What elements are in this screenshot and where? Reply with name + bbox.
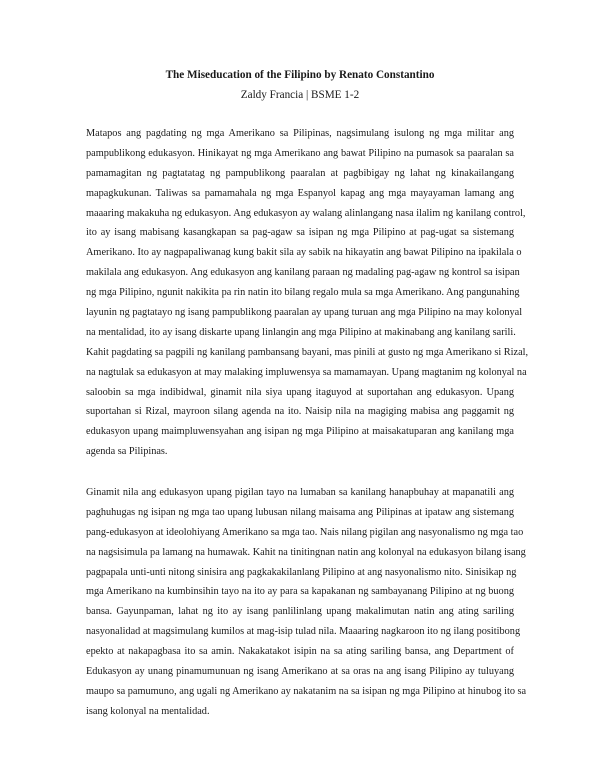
paragraph-line: Matapos ang pagdating ng mga Amerikano sa Pilipinas, nagsimulang isulong ng mga militar ang bbox=[86, 128, 514, 139]
paragraph-line: Amerikano. Ito ay nagpapaliwanag kung bakit sila ay sabik na hikayatin ang bawat Pilipino na ipakilala o bbox=[86, 247, 522, 259]
paragraph-line: layunin ng pagtatayo ng isang pampublikong paaralan ay upang turuan ang mga Pilipino na may kolonyal bbox=[86, 307, 523, 319]
paragraph-line: Kahit pagdating sa pagpili ng kanilang pambansang bayani, mas pinili at gusto ng mga Amerikano si Rizal, bbox=[86, 346, 529, 358]
paragraph-line: isang kolonyal na mentalidad. bbox=[86, 705, 210, 717]
paragraph-1 bbox=[86, 124, 529, 462]
paragraph-line: Ginamit nila ang edukasyon upang pigilan tayo na lumaban sa kanilang hanapbuhay at mapanatili ang bbox=[86, 487, 514, 498]
paragraph-line: pamamagitan ng pagtatatag ng pampublikong paaralan at pagbibigay ng lahat ng kinakailangang bbox=[86, 167, 514, 179]
paragraph-line: paghuhugas ng isipan ng mga tao upang lubusan nilang maisama ang Pilipinas at ipataw ang sistemang bbox=[86, 506, 514, 518]
paragraph-line: bansa. Gayunpaman, lahat ng ito ay isang panlilinlang upang makalimutan natin ang ating sariling bbox=[86, 606, 514, 618]
paragraph-line: mga Amerikano na kumbinsihin tayo na ito ay para sa kapakanan ng sambayanang Pilipino at ng buong bbox=[86, 586, 514, 598]
paragraph-line: pagpapala unti-unti nitong sinisira ang pagkakakilanlang Pilipino at ang nasyonalismo nito. Sinisikap ng bbox=[86, 566, 517, 578]
paragraph-line: maaaring makakuha ng edukasyon. Ang edukasyon ay walang alinlangang nasa ilalim ng kanilang control, bbox=[86, 207, 526, 219]
paragraph-line: saloobin sa mga indibidwal, ginamit nila siya upang itaguyod at suportahan ang edukasyon. Upang bbox=[86, 386, 514, 398]
paragraph-line: maupo sa pamumuno, ang ugali ng Amerikano ay nakatanim na sa isipan ng mga Pilipino at hinubog ito sa bbox=[86, 685, 527, 697]
paragraph-line: na nagtulak sa edukasyon at may malaking impluwensya sa mamamayan. Upang magtanim ng kolonyal na bbox=[86, 366, 527, 378]
paragraph-line: ng mga Pilipino, ngunit nakikita pa rin natin ito bilang regalo mula sa mga Amerikano. Ang pangunahing bbox=[86, 287, 520, 299]
paragraph-line: ito ay isang mabisang kasangkapan sa pag-agaw sa isipan ng mga Pilipino at pag-ugat sa sistemang bbox=[86, 227, 514, 239]
paragraph-line: edukasyon upang maimpluwensyahan ang isipan ng mga Pilipino at maisakatuparan ang kanilang mga bbox=[86, 426, 514, 438]
paragraph-line: na nagsisimula pa lamang na humawak. Kahit na tinitingnan natin ang kolonyal na edukasyon bilang isang bbox=[86, 546, 526, 558]
paragraph-line: na mentalidad, ito ay isang diskarte upang linlangin ang mga Pilipino at makinabang ang kanilang sarili. bbox=[86, 326, 516, 338]
paragraph-line: agenda sa Pilipinas. bbox=[86, 446, 168, 458]
paragraph-line: pang-edukasyon at ideolohiyang Amerikano sa mga tao. Nais nilang pigilan ang nasyonalismo ng mga tao bbox=[86, 526, 524, 538]
paragraph-line: epekto at nakapagbasa ito sa amin. Nakakatakot isipin na sa ating sariling bansa, ang Department of bbox=[86, 646, 514, 658]
author-line: Zaldy Francia | BSME 1-2 bbox=[240, 89, 360, 101]
document-title: The Miseducation of the Filipino by Renato Constantino bbox=[165, 69, 435, 81]
paragraph-2 bbox=[86, 483, 527, 722]
paragraph-line: suportahan si Rizal, mayroon silang agenda na ito. Naisip nila na magiging mabisa ang paggamit ng bbox=[86, 406, 514, 418]
paragraph-line: nasyonalidad at magsimulang kumilos at mag-isip tulad nila. Maaaring nagkaroon ito ng ilang positibong bbox=[86, 626, 521, 638]
paragraph-line: mapagkukunan. Taliwas sa pamamahala ng mga Espanyol kapag ang mga mayayaman lamang ang bbox=[86, 187, 514, 199]
paragraph-line: makilala ang edukasyon. Ang edukasyon ang kanilang paraan ng madaling pag-agaw ng kontrol sa isipan bbox=[86, 267, 520, 279]
paragraph-line: Edukasyon ay unang pinamumunuan ng isang Amerikano at sa oras na ang isang Pilipino ay tuluyang bbox=[86, 666, 514, 678]
paragraph-line: pampublikong edukasyon. Hinikayat ng mga Amerikano ang bawat Pilipino na pumasok sa paaralan sa bbox=[86, 147, 514, 159]
